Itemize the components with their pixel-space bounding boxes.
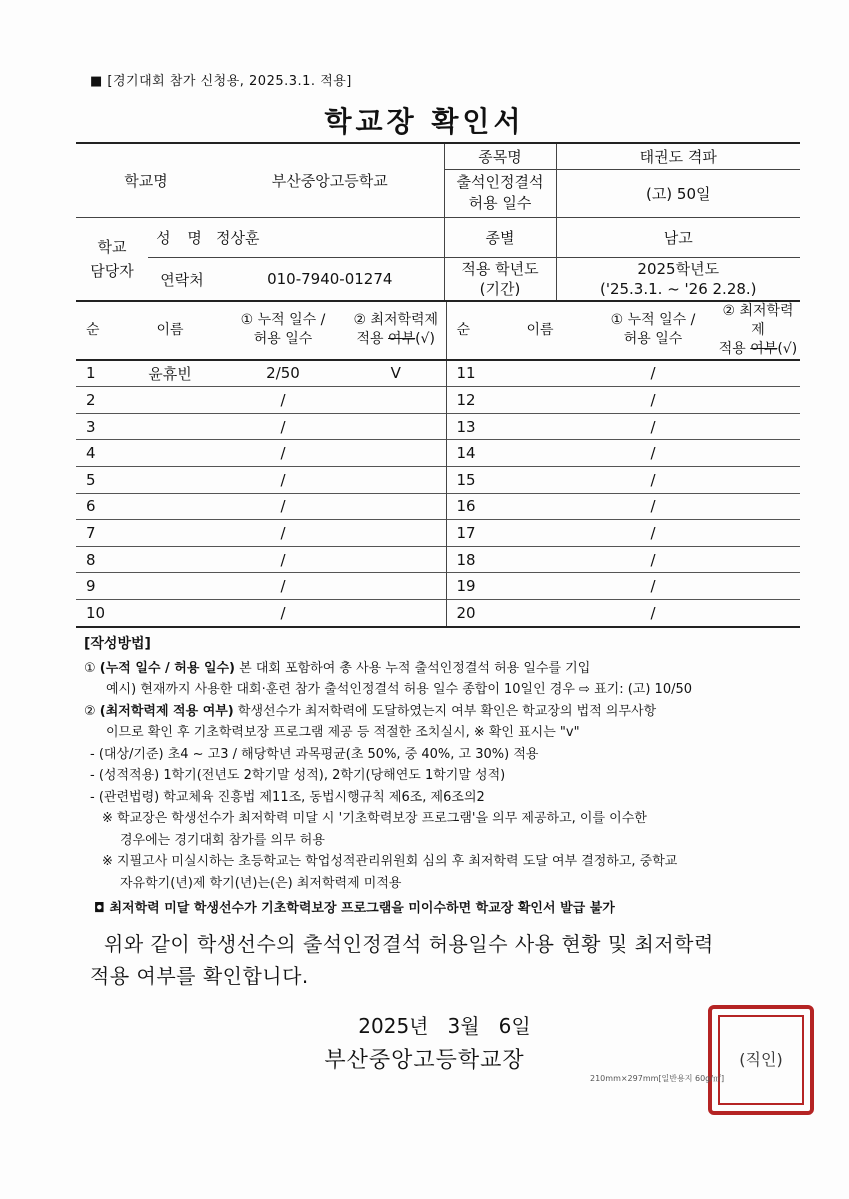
form-header-note: ■ [경기대회 참가 신청용, 2025.3.1. 적용] [90, 74, 352, 89]
header-min-right-pre: 적용 [718, 340, 751, 357]
header-days-right-line1: ① 누적 일수 / [610, 312, 696, 329]
roster-cell-no: 10 [76, 600, 120, 627]
method-item-1-mark: ① [84, 660, 96, 676]
roster-cell-applied [716, 360, 800, 387]
year-value [556, 257, 800, 301]
roster-cell-days: / [590, 573, 716, 600]
student-roster-table [76, 300, 800, 628]
roster-cell-name [490, 546, 590, 573]
roster-cell-applied [716, 493, 800, 520]
roster-cell-days: / [590, 360, 716, 387]
writing-method [84, 634, 804, 920]
roster-cell-name [120, 493, 220, 520]
roster-cell-name [490, 467, 590, 494]
roster-cell-days: / [220, 467, 346, 494]
roster-cell-no: 3 [76, 413, 120, 440]
absence-days-label [444, 169, 556, 217]
roster-cell-no: 19 [446, 573, 490, 600]
year-label [444, 257, 556, 301]
roster-cell-name [490, 440, 590, 467]
roster-cell-days: / [590, 493, 716, 520]
header-no-right: 순 [446, 301, 490, 360]
roster-cell-applied [716, 413, 800, 440]
roster-cell-name [120, 440, 220, 467]
year-label-line2: (기간) [479, 280, 521, 299]
roster-cell-applied [716, 387, 800, 414]
absence-days-label-line1: 출석인정결석 [456, 173, 544, 191]
roster-cell-name [120, 467, 220, 494]
school-label: 학교명 [76, 143, 216, 217]
roster-cell-applied [716, 467, 800, 494]
roster-cell-applied [346, 413, 446, 440]
roster-cell-name: 윤휴빈 [120, 360, 220, 387]
event-label: 종목명 [444, 143, 556, 169]
header-min-right-line1: ② 최저학력제 [722, 303, 794, 338]
roster-cell-applied [346, 573, 446, 600]
absence-days-value: (고) 50일 [556, 169, 800, 217]
roster-cell-no: 1 [76, 360, 120, 387]
roster-cell-days: / [220, 387, 346, 414]
header-min-post: (√) [415, 331, 435, 348]
roster-cell-no: 17 [446, 520, 490, 547]
table-row [76, 440, 800, 467]
roster-cell-days: / [590, 467, 716, 494]
roster-cell-applied [716, 546, 800, 573]
method-item-1-text: 본 대회 포함하여 총 사용 누적 출석인정결석 허용 일수를 기입 [235, 660, 591, 676]
confirmation-line1: 위와 같이 학생선수의 출석인정결석 허용일수 사용 현황 및 최저학력 [104, 932, 714, 956]
roster-cell-name [490, 387, 590, 414]
table-row [76, 573, 800, 600]
method-item-2-text: 학생선수가 최저학력에 도달하였는지 여부 확인은 학교장의 법적 의무사항 [233, 703, 657, 719]
roster-cell-days: / [220, 600, 346, 627]
table-row [76, 493, 800, 520]
manager-label-line2: 담당자 [90, 262, 134, 281]
header-days-right-line2: 허용 일수 [623, 331, 683, 348]
roster-cell-no: 5 [76, 467, 120, 494]
method-note-2-line1: ※ 지필고사 미실시하는 초등학교는 학업성적관리위원회 심의 후 최저학력 도달 여부 결정하고, 중학교 [102, 854, 678, 869]
table-row [76, 546, 800, 573]
roster-cell-applied [346, 467, 446, 494]
roster-cell-days: / [590, 546, 716, 573]
roster-header-row [76, 301, 800, 360]
school-value: 부산중앙고등학교 [216, 143, 444, 217]
roster-cell-no: 12 [446, 387, 490, 414]
method-item-1-example: 예시) 현재까지 사용한 대회·훈련 참가 출석인정결석 허용 일수 종합이 10일인 경우 ⇨ 표기: (고) 10/50 [106, 682, 693, 697]
roster-cell-no: 14 [446, 440, 490, 467]
roster-cell-name [120, 573, 220, 600]
roster-cell-days: / [590, 600, 716, 627]
roster-cell-name [490, 413, 590, 440]
roster-cell-applied [346, 440, 446, 467]
roster-cell-no: 8 [76, 546, 120, 573]
header-name-right: 이름 [490, 301, 590, 360]
roster-cell-no: 20 [446, 600, 490, 627]
roster-cell-applied [346, 546, 446, 573]
year-label-line1: 적용 학년도 [461, 260, 539, 279]
roster-cell-no: 9 [76, 573, 120, 600]
name-value: 정상훈 [216, 217, 444, 257]
roster-cell-applied [346, 520, 446, 547]
document-title: 학교장 확인서 [324, 105, 525, 138]
method-bullet-target: - (대상/기준) 초4 ~ 고3 / 해당학년 과목평균(초 50%, 중 40%, 고 30%) 적용 [90, 746, 539, 762]
seal-label: (직인) [739, 1050, 783, 1069]
year-value-line2: ('25.3.1. ~ '26 2.28.) [599, 280, 757, 299]
roster-cell-name [120, 546, 220, 573]
roster-cell-no: 7 [76, 520, 120, 547]
table-row [76, 360, 800, 387]
header-days-line2: 허용 일수 [253, 331, 313, 348]
roster-cell-name [120, 520, 220, 547]
roster-cell-name [120, 413, 220, 440]
header-min-right-line2 [716, 340, 800, 359]
gender-value: 남고 [556, 217, 800, 257]
roster-cell-name [490, 573, 590, 600]
roster-cell-days: / [220, 573, 346, 600]
table-row [76, 520, 800, 547]
roster-cell-applied [346, 600, 446, 627]
header-min-line1: ② 최저학력제 [353, 312, 439, 329]
roster-cell-applied [716, 573, 800, 600]
roster-cell-days: / [220, 520, 346, 547]
paper-spec-note: 210mm×297mm[일반용지 60g/㎡] [590, 1074, 725, 1083]
header-min-strike: 여부 [388, 331, 416, 348]
roster-cell-days: / [220, 493, 346, 520]
method-item-2-line2: 이므로 확인 후 기초학력보장 프로그램 제공 등 적절한 조치실시, ※ 확인 표시는 "v" [106, 725, 580, 740]
header-min-pre: 적용 [356, 331, 389, 348]
header-min-line2 [346, 330, 446, 349]
method-bullet-law: - (관련법령) 학교체육 진흥법 제11조, 동법시행규칙 제6조, 제6조의2 [90, 789, 485, 805]
header-min [346, 301, 446, 360]
confirmation-statement [90, 928, 810, 992]
event-value: 태권도 격파 [556, 143, 800, 169]
roster-cell-days: / [590, 440, 716, 467]
header-min-right-strike: 여부 [750, 340, 778, 357]
header-days-line1: ① 누적 일수 / [240, 312, 326, 329]
contact-label: 연락처 [148, 257, 216, 301]
absence-days-label-line2: 허용 일수 [468, 194, 532, 212]
table-row [76, 413, 800, 440]
roster-cell-name [490, 493, 590, 520]
roster-cell-name [120, 600, 220, 627]
method-final-note: ◘ 최저학력 미달 학생선수가 기초학력보장 프로그램을 미이수하면 학교장 확인서 발급 불가 [94, 901, 615, 916]
method-heading: [작성방법] [84, 636, 151, 652]
manager-label [76, 217, 148, 301]
roster-cell-no: 16 [446, 493, 490, 520]
roster-cell-applied [716, 600, 800, 627]
roster-cell-days: / [220, 413, 346, 440]
roster-cell-applied [716, 440, 800, 467]
method-note-2-line2: 자유학기(년)제 학기(년)는(은) 최저학력제 미적용 [120, 875, 402, 891]
roster-cell-no: 4 [76, 440, 120, 467]
method-item-1 [84, 658, 804, 680]
roster-cell-days: / [220, 546, 346, 573]
confirmation-line2: 적용 여부를 확인합니다. [90, 964, 309, 988]
header-no: 순 [76, 301, 120, 360]
official-seal [708, 1005, 814, 1115]
name-label: 성 명 [148, 217, 216, 257]
roster-cell-no: 11 [446, 360, 490, 387]
roster-cell-name [490, 360, 590, 387]
table-row [76, 467, 800, 494]
gender-label: 종별 [444, 217, 556, 257]
roster-cell-applied [716, 520, 800, 547]
roster-cell-name [490, 600, 590, 627]
header-min-right-post: (√) [777, 340, 798, 357]
method-item-1-title: (누적 일수 / 허용 일수) [99, 660, 235, 676]
signer-name: 부산중앙고등학교장 [324, 1048, 525, 1073]
method-note-1-line2: 경우에는 경기대회 참가를 의무 허용 [120, 832, 325, 848]
method-item-2-mark: ② [84, 703, 96, 719]
roster-cell-days: / [220, 440, 346, 467]
roster-cell-days: / [590, 520, 716, 547]
header-min-right [716, 301, 800, 360]
table-row [76, 600, 800, 627]
method-item-2-title: (최저학력제 적용 여부) [99, 703, 234, 719]
roster-cell-no: 15 [446, 467, 490, 494]
roster-cell-days: / [590, 387, 716, 414]
roster-cell-no: 6 [76, 493, 120, 520]
roster-cell-days: / [590, 413, 716, 440]
roster-cell-applied [346, 493, 446, 520]
year-value-line1: 2025학년도 [637, 260, 720, 279]
roster-cell-applied [346, 387, 446, 414]
issue-date: 2025년 3월 6일 [358, 1014, 531, 1038]
manager-label-line1: 학교 [97, 238, 127, 257]
roster-cell-no: 2 [76, 387, 120, 414]
header-days [220, 301, 346, 360]
roster-cell-name [490, 520, 590, 547]
contact-value: 010-7940-01274 [216, 257, 444, 301]
info-table [76, 142, 800, 301]
roster-cell-no: 13 [446, 413, 490, 440]
method-bullet-grades: - (성적적용) 1학기(전년도 2학기말 성적), 2학기(당해연도 1학기말 성적) [90, 768, 506, 783]
roster-cell-name [120, 387, 220, 414]
method-note-1-line1: ※ 학교장은 학생선수가 최저학력 미달 시 '기초학력보장 프로그램'을 의무 제공하고, 이를 이수한 [102, 811, 647, 826]
header-days-right [590, 301, 716, 360]
header-name: 이름 [120, 301, 220, 360]
roster-cell-applied: V [346, 360, 446, 387]
table-row [76, 387, 800, 414]
roster-cell-days: 2/50 [220, 360, 346, 387]
method-item-2 [84, 701, 804, 723]
roster-cell-no: 18 [446, 546, 490, 573]
